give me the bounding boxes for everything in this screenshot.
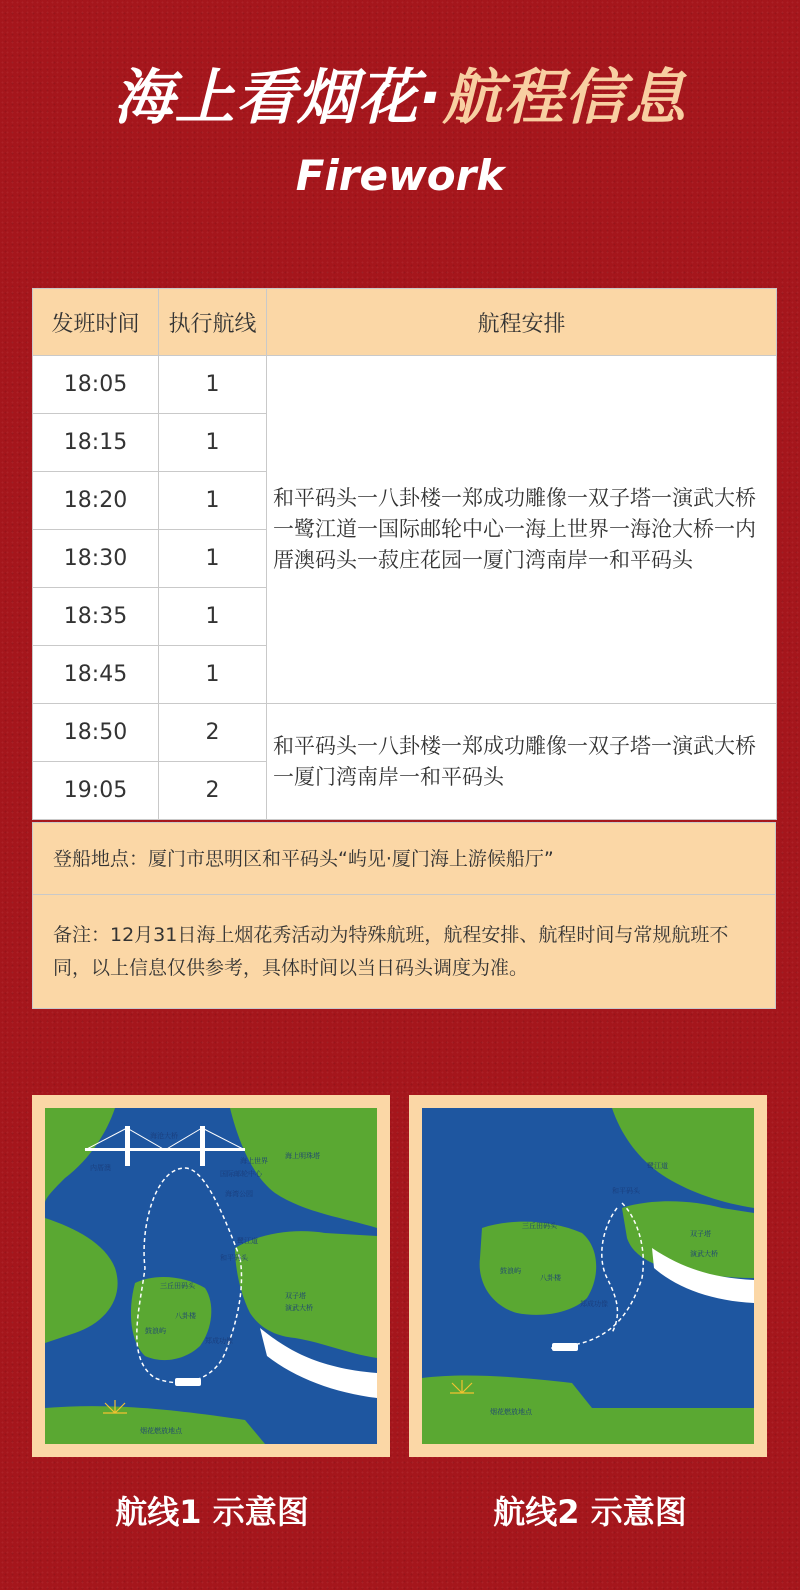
label-twin-towers: 双子塔 xyxy=(690,1230,711,1238)
departure-time: 18:35 xyxy=(33,588,159,646)
label-zheng-statue: 郑成功像 xyxy=(205,1337,233,1345)
header-itinerary: 航程安排 xyxy=(267,289,777,356)
label-lighthouse: 海上明珠塔 xyxy=(285,1152,320,1160)
route-2-caption: 航线2 示意图 xyxy=(493,1493,687,1531)
label-bagua-building: 八卦楼 xyxy=(540,1274,561,1282)
header-departure-time: 发班时间 xyxy=(33,289,159,356)
table-header-row xyxy=(33,289,777,356)
boarding-location: 登船地点：厦门市思明区和平码头“屿见·厦门海上游候船厅” xyxy=(32,822,776,895)
header-route-line: 执行航线 xyxy=(159,289,267,356)
route-line: 1 xyxy=(159,414,267,472)
label-sanqiutian-pier: 三丘田码头 xyxy=(522,1222,557,1230)
label-bagua-building: 八卦楼 xyxy=(175,1312,196,1320)
label-gulangyu: 鼓浪屿 xyxy=(145,1327,166,1335)
label-lujiang-road: 鹭江道 xyxy=(237,1237,258,1245)
label-neicuoao: 内厝澳 xyxy=(90,1164,111,1172)
itinerary-route-1: 和平码头一八卦楼一郑成功雕像一双子塔一演武大桥一鹭江道一国际邮轮中心一海上世界一海沧大桥一内厝澳码头一菽庄花园一厦门湾南岸一和平码头 xyxy=(267,356,777,704)
title-main: 海上看烟花 xyxy=(113,63,419,133)
label-bay-park: 海湾公园 xyxy=(225,1190,253,1198)
title-accent: 航程信息 xyxy=(442,63,687,133)
label-haicang-bridge: 海沧大桥 xyxy=(150,1132,178,1140)
label-fireworks-site: 烟花燃放地点 xyxy=(490,1408,532,1416)
route-1-caption: 航线1 示意图 xyxy=(115,1493,309,1531)
label-fireworks-site: 烟花燃放地点 xyxy=(140,1427,182,1435)
route-line: 1 xyxy=(159,530,267,588)
page-title xyxy=(0,58,800,138)
label-twin-towers: 双子塔 xyxy=(285,1292,306,1300)
label-yanwu-bridge: 演武大桥 xyxy=(285,1304,313,1312)
page-subtitle: Firework xyxy=(295,151,505,200)
departure-time: 18:05 xyxy=(33,356,159,414)
route-line: 1 xyxy=(159,588,267,646)
route-2-map xyxy=(409,1095,767,1457)
label-sanqiutian-pier: 三丘田码头 xyxy=(160,1282,195,1290)
remarks-note: 备注：12月31日海上烟花秀活动为特殊航班，航程安排、航程时间与常规航班不同，以上信息仅供参考，具体时间以当日码头调度为准。 xyxy=(32,894,776,1009)
departure-time: 18:30 xyxy=(33,530,159,588)
route-1-map-illustration xyxy=(45,1108,377,1444)
departure-time: 18:20 xyxy=(33,472,159,530)
label-gulangyu: 鼓浪屿 xyxy=(500,1267,521,1275)
label-lujiang-road: 鹭江道 xyxy=(647,1162,668,1170)
departure-time: 18:45 xyxy=(33,646,159,704)
schedule-table xyxy=(32,288,777,820)
route-line: 1 xyxy=(159,646,267,704)
label-heping-pier: 和平码头 xyxy=(220,1254,248,1262)
title-dot: · xyxy=(418,63,443,133)
label-yanwu-bridge: 演武大桥 xyxy=(690,1250,718,1258)
table-row xyxy=(33,356,777,414)
label-cruise-center: 国际邮轮中心 xyxy=(220,1170,262,1178)
route-line: 2 xyxy=(159,762,267,820)
departure-time: 18:50 xyxy=(33,704,159,762)
route-line: 1 xyxy=(159,356,267,414)
label-sea-world: 海上世界 xyxy=(240,1157,268,1165)
table-row xyxy=(33,704,777,762)
departure-time: 18:15 xyxy=(33,414,159,472)
label-zheng-statue: 郑成功像 xyxy=(580,1300,608,1308)
route-line: 1 xyxy=(159,472,267,530)
departure-time: 19:05 xyxy=(33,762,159,820)
route-2-map-illustration xyxy=(422,1108,754,1444)
label-heping-pier: 和平码头 xyxy=(612,1187,640,1195)
route-1-map xyxy=(32,1095,390,1457)
route-line: 2 xyxy=(159,704,267,762)
itinerary-route-2: 和平码头一八卦楼一郑成功雕像一双子塔一演武大桥一厦门湾南岸一和平码头 xyxy=(267,704,777,820)
